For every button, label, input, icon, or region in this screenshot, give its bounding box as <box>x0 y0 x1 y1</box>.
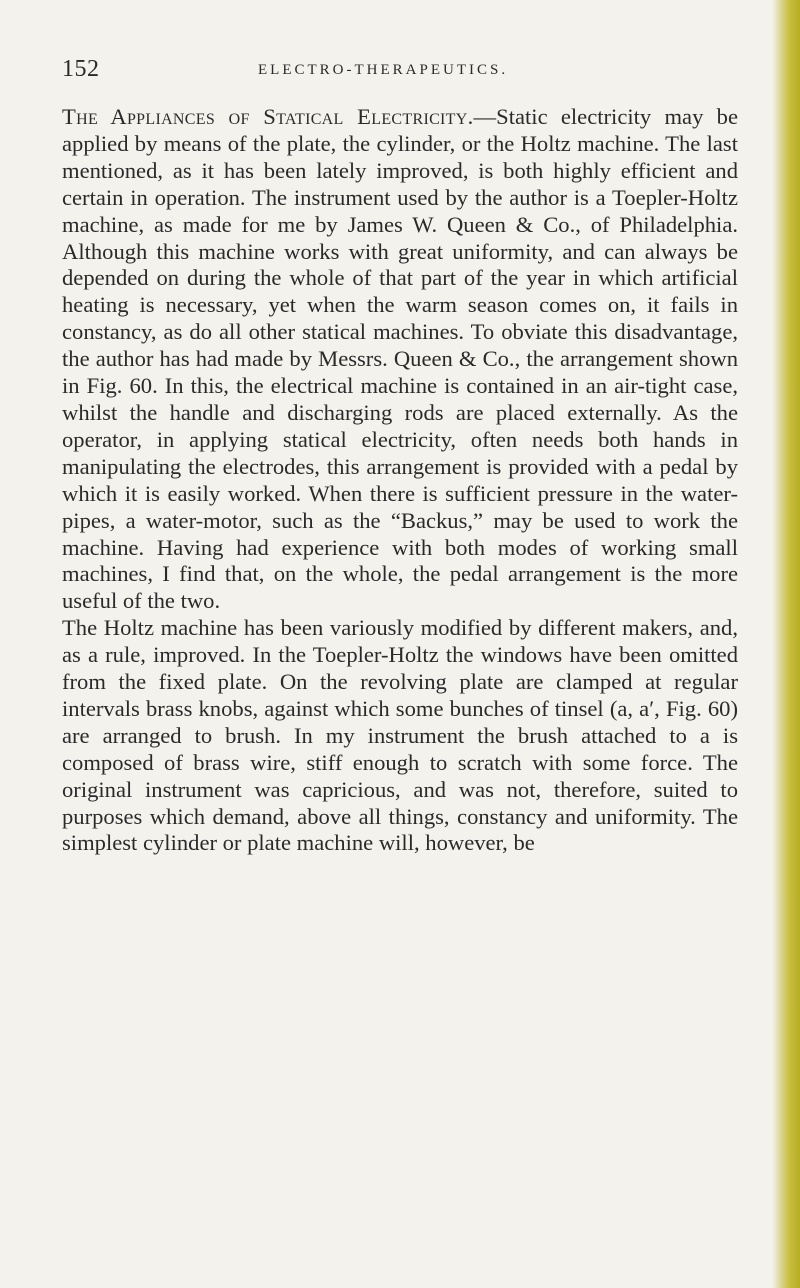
paragraph-2 <box>62 615 738 857</box>
running-head: ELECTRO-THERAPEUTICS. <box>258 62 509 78</box>
paragraph-2-text: The Holtz machine has been variously modified by different makers, and, as a rule, improved. In the Toepler-Holtz the windows have been omitted from the fixed plate. On the revolving plate are clamped at regular intervals brass knobs, against which some bunches of tinsel (a, a′, Fig. 60) are arranged to brush. In my instrument the brush attached to a is composed of brass wire, stiff enough to scratch with some force. The original instrument was capricious, and was not, therefore, suited to purposes which demand, above all things, constancy and uniformity. The simplest cylinder or plate machine will, however, be <box>62 615 738 856</box>
paragraph-1 <box>62 104 738 615</box>
section-title: The Appliances of Statical Electricity. <box>62 104 474 129</box>
page-header <box>62 56 702 86</box>
page-number: 152 <box>62 56 100 82</box>
paragraph-1-text: —Static electricity may be applied by means of the plate, the cylinder, or the Holtz machine. The last mentioned, as it has been lately improved, is both highly efficient and certain in operation. The instrument used by the author is a Toepler-Holtz machine, as made for me by James W. Queen & Co., of Philadelphia. Although this machine works with great uniformity, and can always be depended on during the whole of that part of the year in which artificial heating is necessary, yet when the warm season comes on, it fails in constancy, as do all other statical machines. To obviate this disadvantage, the author has had made by Messrs. Queen & Co., the arrangement shown in Fig. 60. In this, the electrical machine is contained in an air-tight case, whilst the handle and discharging rods are placed externally. As the operator, in applying statical electricity, often needs both hands in manipulating the electrodes, this arrangement is provided with a pedal by which it is easily worked. When there is sufficient pressure in the water-pipes, a water-motor, such as the “Backus,” may be used to work the machine. Having had experience with both modes of working small machines, I find that, on the whole, the pedal arrangement is the more useful of the two. <box>62 104 738 614</box>
page-edge-stain <box>772 0 800 1288</box>
body-text <box>62 104 738 857</box>
